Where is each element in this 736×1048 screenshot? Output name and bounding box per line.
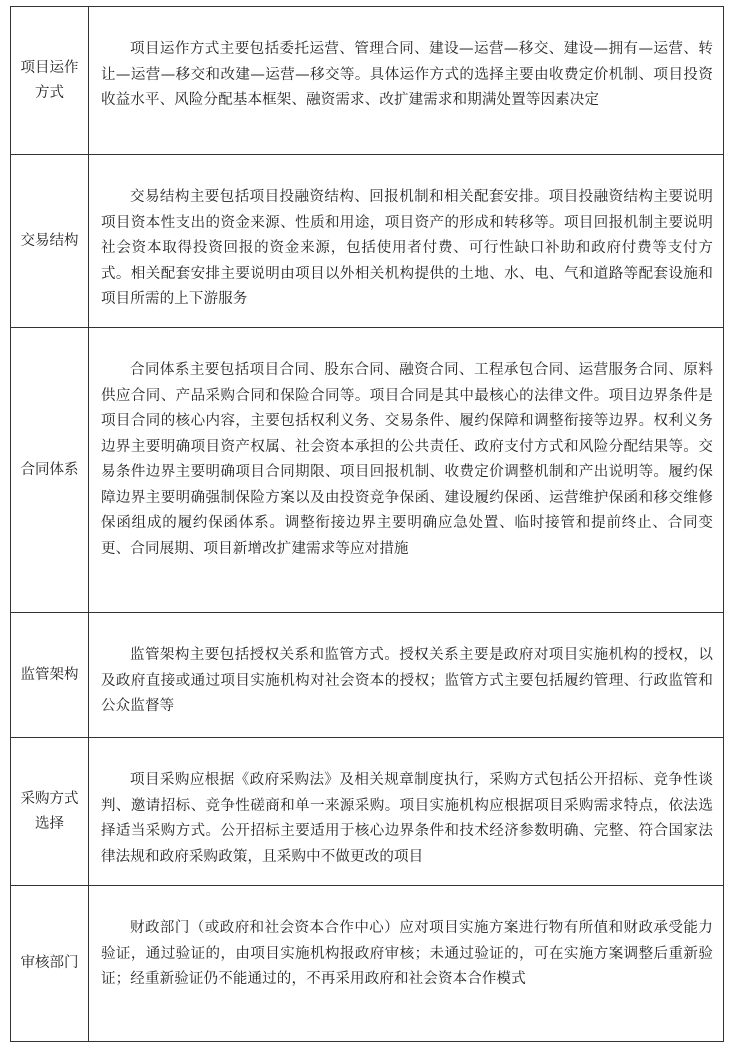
table-row [11,155,723,328]
row-content: 交易结构主要包括项目投融资结构、回报机制和相关配套安排。项目投融资结构主要说明项目资本性支出的资金来源、性质和用途，项目资产的形成和转移等。项目回报机制主要说明社会资本取得投资回报的资金来源，包括使用者付费、可行性缺口补助和政府付费等支付方式。相关配套安排主要说明由项目以外相关机构提供的土地、水、电、气和道路等配套设施和项目所需的上下游服务 [101,189,713,307]
row-content: 财政部门（或政府和社会资本合作中心）应对项目实施方案进行物有所值和财政承受能力验证，通过验证的，由项目实施机构报政府审核；未通过验证的，可在实施方案调整后重新验证；经重新验证仍不能通过的，不再采用政府和社会资本合作模式 [101,920,713,987]
row-label: 采购方式选择 [11,738,89,885]
row-label: 审核部门 [11,886,89,1041]
row-content: 合同体系主要包括项目合同、股东合同、融资合同、工程承包合同、运营服务合同、原料供应合同、产品采购合同和保险合同等。项目合同是其中最核心的法律文件。项目边界条件是项目合同的核心内容，主要包括权利义务、交易条件、履约保障和调整衔接等边界。权利义务边界主要明确项目资产权属、社会资本承担的公共责任、政府支付方式和风险分配结果等。交易条件边界主要明确项目合同期限、项目回报机制、收费定价调整机制和产出说明等。履约保障边界主要明确强制保险方案以及由投资竞争保函、建设履约保函、运营维护保函和移交维修保函组成的履约保函体系。调整衔接边界主要明确应急处置、临时接管和提前终止、合同变更、合同展期、项目新增改扩建需求等应对措施 [101,362,713,557]
row-label: 项目运作方式 [11,7,89,154]
ppp-implementation-table [10,6,724,1042]
row-content: 监管架构主要包括授权关系和监管方式。授权关系主要是政府对项目实施机构的授权，以及政府直接或通过项目实施机构对社会资本的授权；监管方式主要包括履约管理、行政监管和公众监督等 [101,647,713,714]
table-row [11,886,723,1041]
table-row [11,7,723,155]
row-label: 交易结构 [11,155,89,327]
row-label: 监管架构 [11,613,89,737]
table-row [11,613,723,738]
row-label: 合同体系 [11,328,89,612]
table-row [11,738,723,886]
table-row [11,328,723,613]
row-content: 项目运作方式主要包括委托运营、管理合同、建设—运营—移交、建设—拥有—运营、转让—运营—移交和改建—运营—移交等。具体运作方式的选择主要由收费定价机制、项目投资收益水平、风险分配基本框架、融资需求、改扩建需求和期满处置等因素决定 [101,41,713,108]
row-content: 项目采购应根据《政府采购法》及相关规章制度执行，采购方式包括公开招标、竞争性谈判、邀请招标、竞争性磋商和单一来源采购。项目实施机构应根据项目采购需求特点，依法选择适当采购方式。公开招标主要适用于核心边界条件和技术经济参数明确、完整、符合国家法律法规和政府采购政策，且采购中不做更改的项目 [101,772,713,865]
